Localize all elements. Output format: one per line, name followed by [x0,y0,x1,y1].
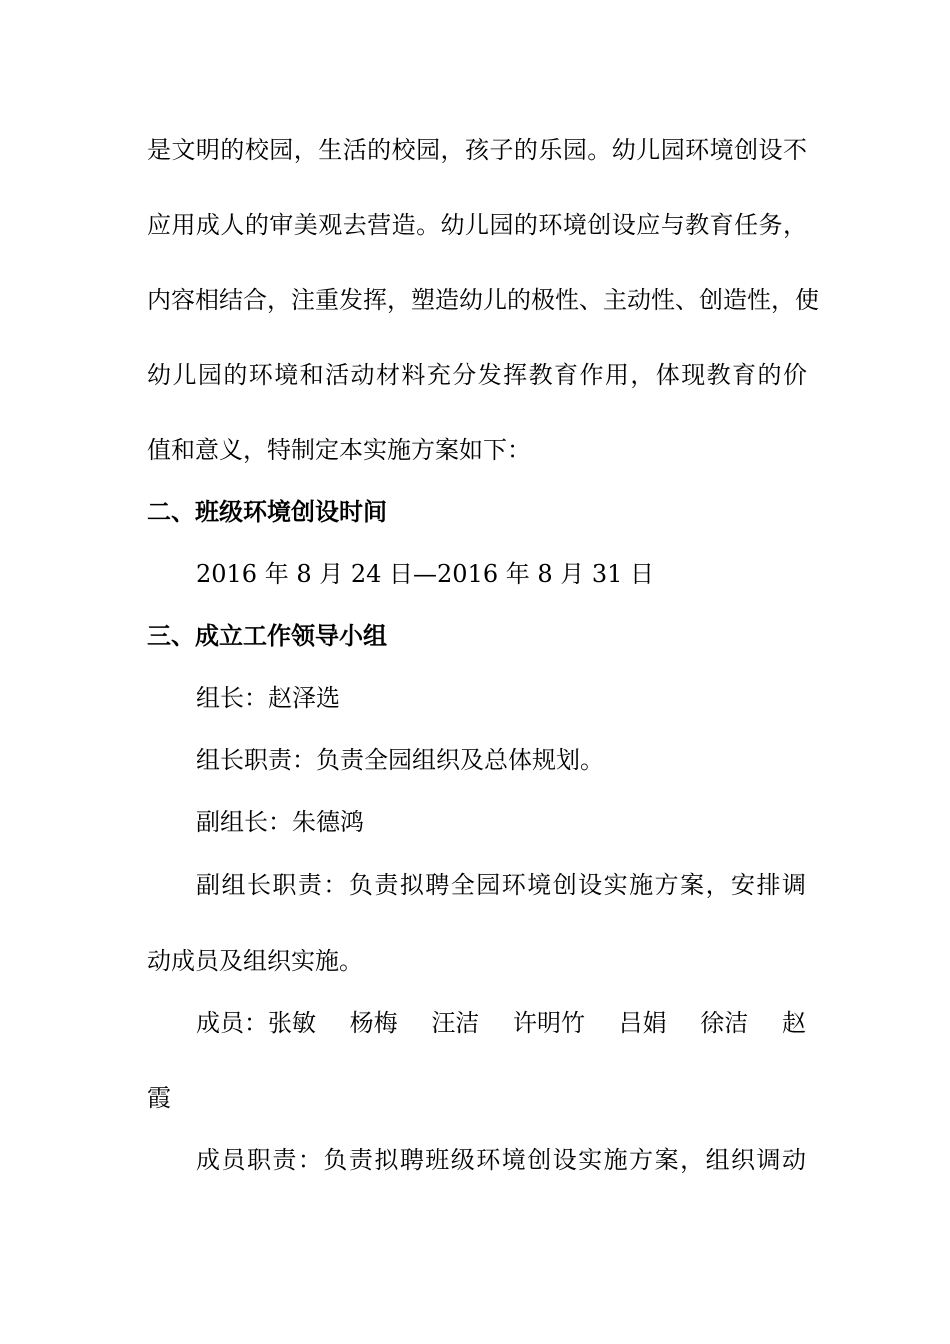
section-heading: 二、班级环境创设时间 [147,498,387,526]
section-heading: 三、成立工作领导小组 [147,622,387,650]
members-label: 成员：张敏 [196,1009,316,1037]
period-text: 2016 年 8 月 24 日—2016 年 8 月 31 日 [196,560,655,588]
members-duty-text: 成员职责：负责拟聘班级环境创设实施方案，组织调动 [196,1146,806,1174]
paragraph-line: 应用成人的审美观去营造。幼儿园的环境创设应与教育任务， [147,211,807,239]
member-name-wrap: 霞 [147,1084,171,1112]
leader-text: 组长：赵泽选 [196,684,340,712]
member-name: 赵 [781,1009,806,1037]
member-name: 许明竹 [512,1009,585,1037]
member-name: 汪洁 [431,1009,480,1037]
paragraph-line: 值和意义，特制定本实施方案如下： [147,436,531,464]
member-name: 徐洁 [700,1009,749,1037]
deputy-duty-text: 动成员及组织实施。 [147,947,363,975]
paragraph-line: 幼儿园的环境和活动材料充分发挥教育作用，体现教育的价 [147,361,807,389]
deputy-duty-text: 副组长职责：负责拟聘全园环境创设实施方案，安排调 [196,871,806,899]
member-name: 吕娟 [618,1009,667,1037]
leader-duty-text: 组长职责：负责全园组织及总体规划。 [196,746,604,774]
paragraph-line: 内容相结合，注重发挥，塑造幼儿的极性、主动性、创造性，使 [147,286,819,314]
deputy-text: 副组长：朱德鸿 [196,808,364,836]
members-list [196,1007,806,1039]
paragraph-line: 是文明的校园，生活的校园，孩子的乐园。幼儿园环境创设不 [147,136,807,164]
member-name: 杨梅 [349,1009,398,1037]
